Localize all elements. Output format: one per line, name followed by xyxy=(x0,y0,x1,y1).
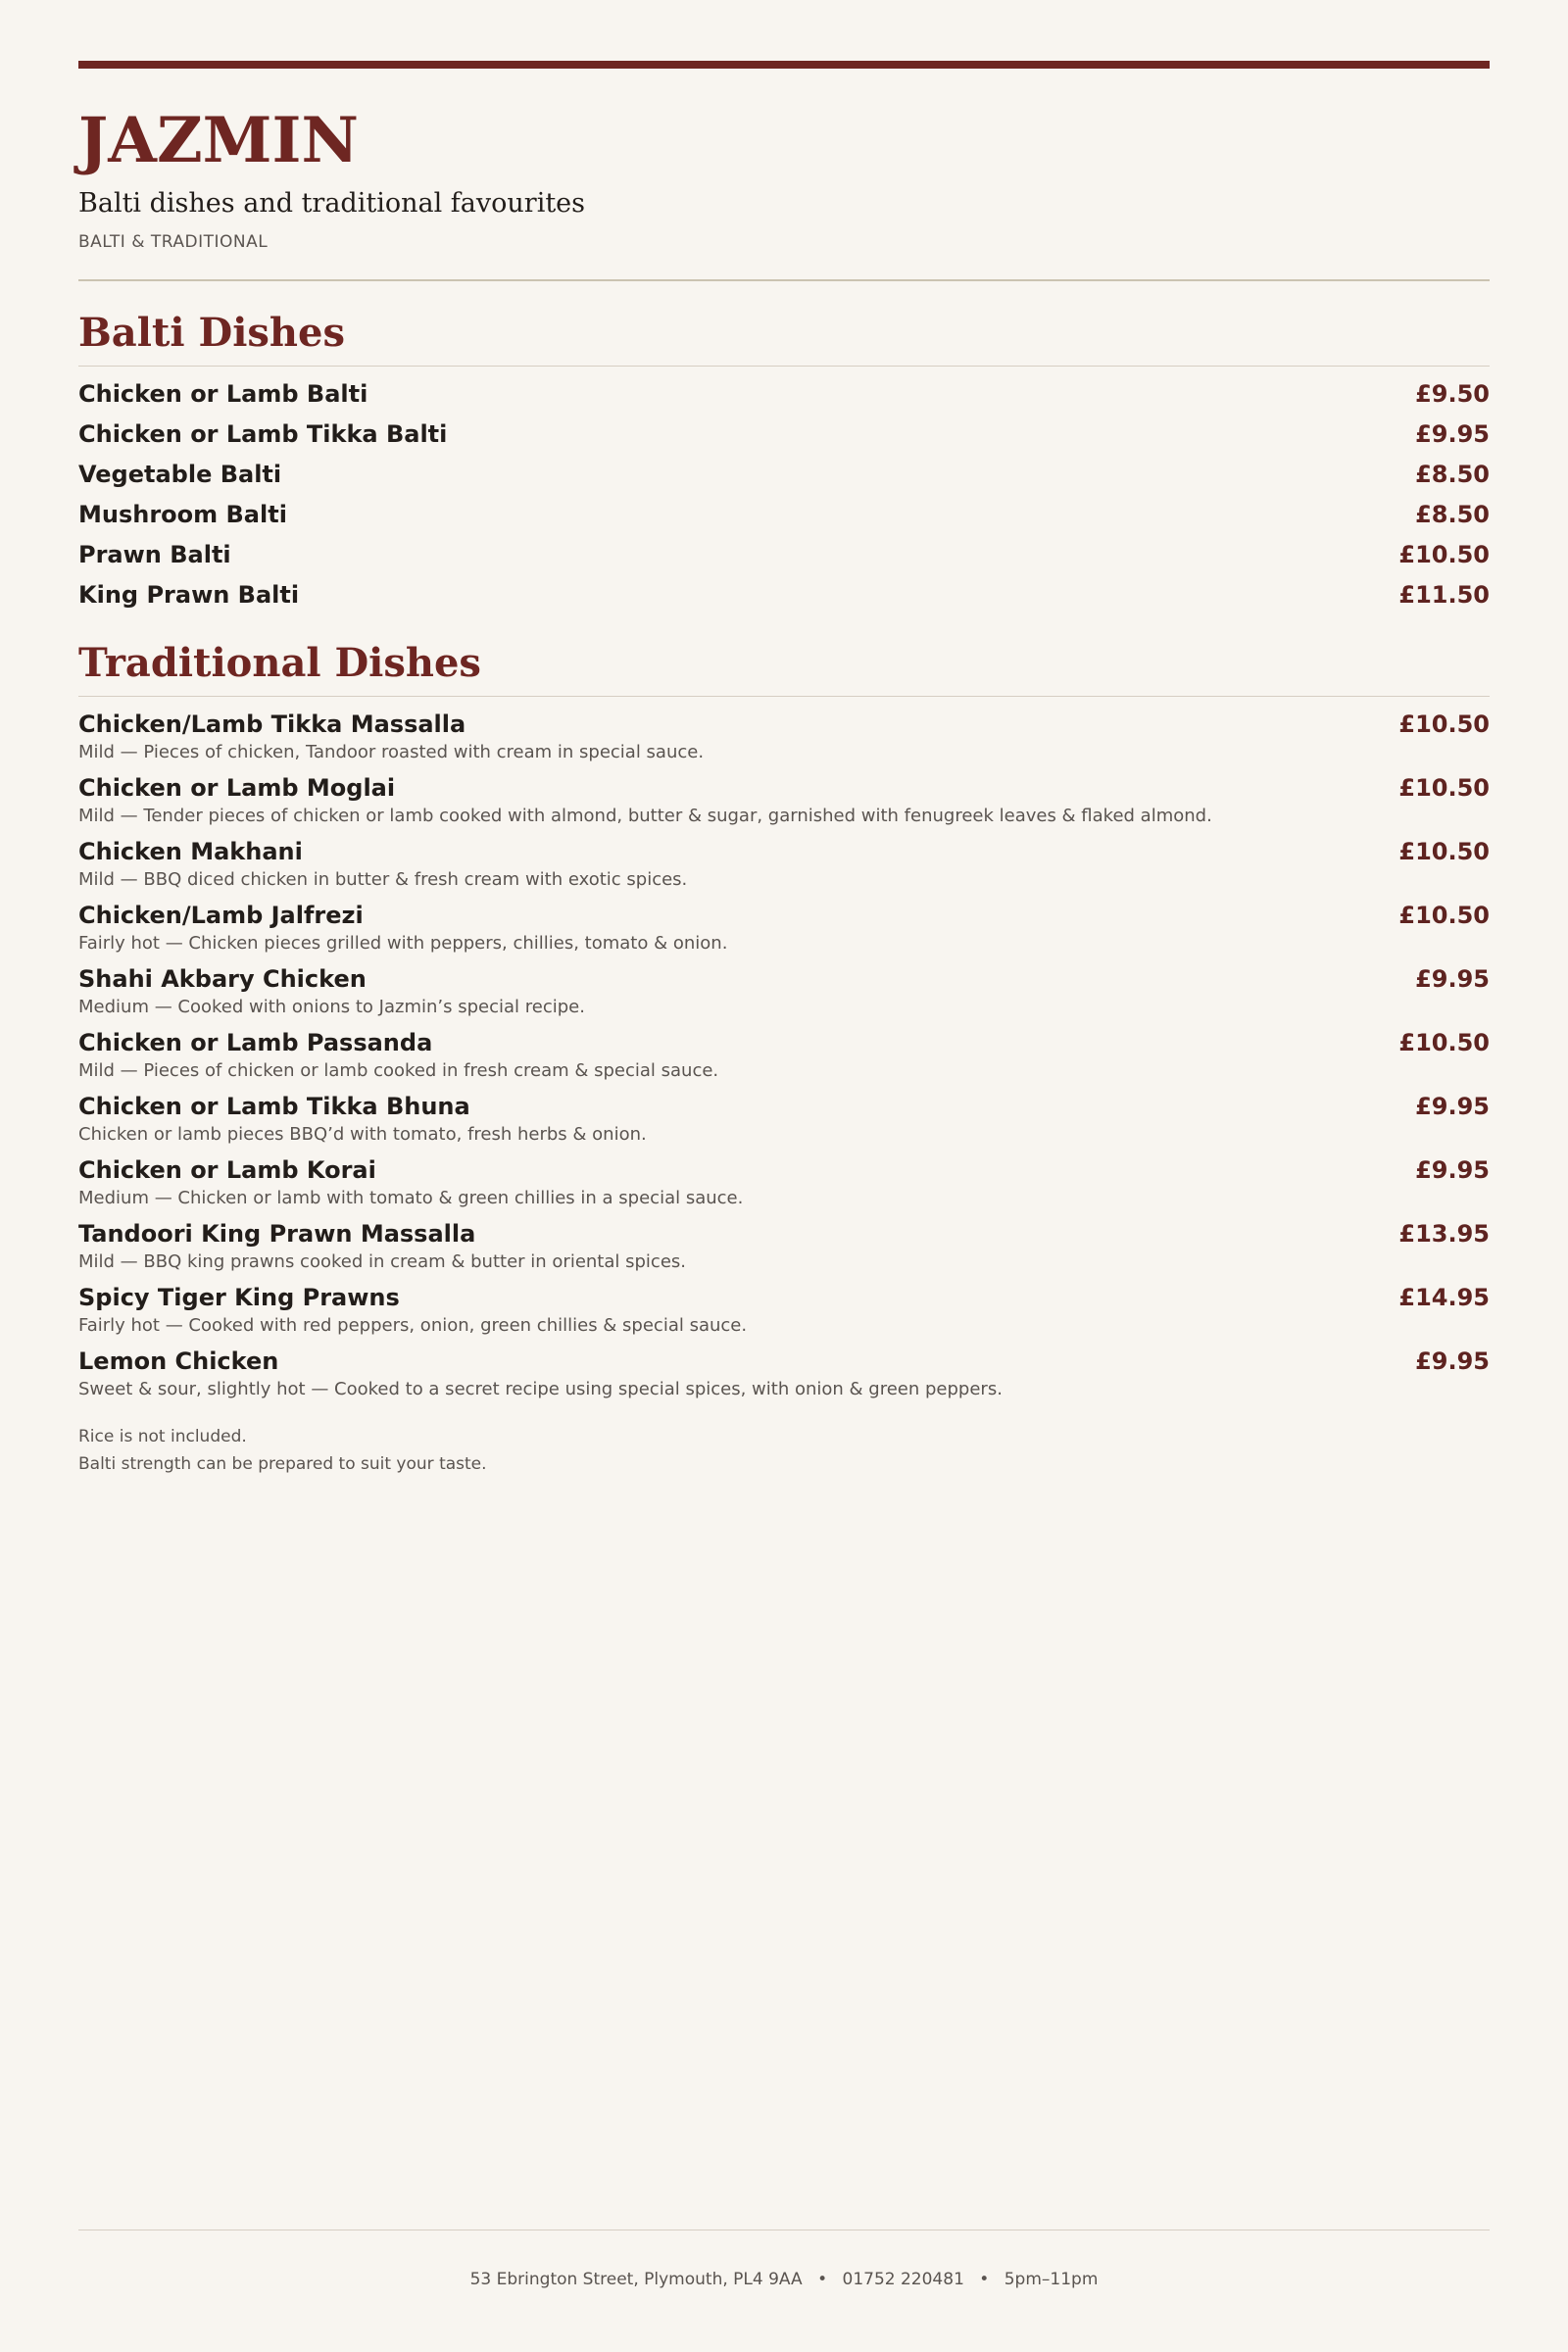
item-name: Chicken or Lamb Korai xyxy=(78,1156,376,1185)
item-price: £9.50 xyxy=(1415,380,1490,409)
restaurant-name: JAZMIN xyxy=(78,104,359,177)
item-price: £9.95 xyxy=(1415,1156,1490,1185)
menu-item xyxy=(78,965,1490,1029)
section-traditional xyxy=(78,641,1490,1411)
footer xyxy=(78,2270,1490,2289)
item-description: Mild — BBQ king prawns cooked in cream & butter in oriental spices. xyxy=(78,1251,686,1273)
item-description: Mild — Pieces of chicken, Tandoor roasted with cream in special sauce. xyxy=(78,742,705,763)
menu-item xyxy=(78,461,1490,501)
section-balti xyxy=(78,311,1490,621)
item-description: Chicken or lamb pieces BBQ’d with tomato, fresh herbs & onion. xyxy=(78,1124,647,1146)
menu-item xyxy=(78,1220,1490,1284)
menu-item xyxy=(78,501,1490,541)
item-name: Shahi Akbary Chicken xyxy=(78,965,367,994)
item-name: Chicken/Lamb Tikka Massalla xyxy=(78,710,466,739)
section-title-traditional: Traditional Dishes xyxy=(78,640,481,687)
item-name: Lemon Chicken xyxy=(78,1348,279,1376)
item-description: Mild — Tender pieces of chicken or lamb cooked with almond, butter & sugar, garnished with fenugreek leaves & flaked almond. xyxy=(78,806,1212,827)
item-price: £13.95 xyxy=(1398,1220,1490,1249)
note-rice: Rice is not included. xyxy=(78,1427,247,1447)
item-name: Chicken or Lamb Tikka Balti xyxy=(78,420,448,449)
menu-page xyxy=(78,61,1490,1478)
menu-item xyxy=(78,420,1490,461)
menu-item xyxy=(78,581,1490,621)
item-description: Mild — BBQ diced chicken in butter & fresh cream with exotic spices. xyxy=(78,869,688,891)
item-name: Chicken/Lamb Jalfrezi xyxy=(78,902,364,930)
item-description: Fairly hot — Cooked with red peppers, onion, green chillies & special sauce. xyxy=(78,1315,748,1337)
item-price: £10.50 xyxy=(1398,541,1490,569)
section-divider xyxy=(78,696,1490,697)
item-description: Medium — Chicken or lamb with tomato & green chillies in a special sauce. xyxy=(78,1188,744,1209)
menu-item xyxy=(78,774,1490,838)
item-description: Sweet & sour, slightly hot — Cooked to a secret recipe using special spices, with onion & green peppers. xyxy=(78,1379,1003,1400)
top-accent-rule xyxy=(78,61,1490,69)
item-description: Mild — Pieces of chicken or lamb cooked in fresh cream & special sauce. xyxy=(78,1060,719,1082)
footer-separator: • xyxy=(817,2270,828,2289)
item-price: £10.50 xyxy=(1398,838,1490,866)
menu-item xyxy=(78,380,1490,420)
item-price: £9.95 xyxy=(1415,965,1490,994)
item-price: £9.95 xyxy=(1415,1348,1490,1376)
item-price: £14.95 xyxy=(1398,1284,1490,1312)
traditional-item-list xyxy=(78,710,1490,1411)
item-name: Tandoori King Prawn Massalla xyxy=(78,1220,476,1249)
menu-item xyxy=(78,1029,1490,1093)
item-name: Prawn Balti xyxy=(78,541,231,569)
menu-item xyxy=(78,838,1490,902)
menu-item xyxy=(78,1284,1490,1348)
item-name: King Prawn Balti xyxy=(78,581,300,610)
item-price: £9.95 xyxy=(1415,1093,1490,1121)
menu-item xyxy=(78,1156,1490,1220)
menu-item xyxy=(78,541,1490,581)
header-divider xyxy=(78,279,1490,281)
balti-item-list xyxy=(78,380,1490,621)
item-price: £8.50 xyxy=(1415,501,1490,529)
item-price: £9.95 xyxy=(1415,420,1490,449)
tagline: Balti dishes and traditional favourites xyxy=(78,188,586,219)
item-name: Mushroom Balti xyxy=(78,501,287,529)
item-price: £8.50 xyxy=(1415,461,1490,489)
item-price: £10.50 xyxy=(1398,774,1490,803)
item-name: Chicken or Lamb Moglai xyxy=(78,774,396,803)
footer-separator: • xyxy=(979,2270,990,2289)
category-label: BALTI & TRADITIONAL xyxy=(78,232,269,253)
footer-address: 53 Ebrington Street, Plymouth, PL4 9AA xyxy=(469,2270,803,2289)
item-name: Chicken Makhani xyxy=(78,838,303,866)
footer-hours: 5pm–11pm xyxy=(1004,2270,1099,2289)
menu-notes xyxy=(78,1423,1490,1478)
menu-item xyxy=(78,710,1490,774)
section-title-balti: Balti Dishes xyxy=(78,310,345,357)
menu-item xyxy=(78,1348,1490,1411)
item-description: Fairly hot — Chicken pieces grilled with peppers, chillies, tomato & onion. xyxy=(78,933,728,955)
note-strength: Balti strength can be prepared to suit your taste. xyxy=(78,1454,487,1475)
item-description: Medium — Cooked with onions to Jazmin’s special recipe. xyxy=(78,997,585,1018)
item-price: £10.50 xyxy=(1398,710,1490,739)
menu-item xyxy=(78,902,1490,965)
footer-phone: 01752 220481 xyxy=(842,2270,964,2289)
item-price: £10.50 xyxy=(1398,1029,1490,1057)
item-name: Chicken or Lamb Passanda xyxy=(78,1029,433,1057)
item-name: Chicken or Lamb Tikka Bhuna xyxy=(78,1093,470,1121)
item-name: Spicy Tiger King Prawns xyxy=(78,1284,400,1312)
item-name: Vegetable Balti xyxy=(78,461,282,489)
menu-item xyxy=(78,1093,1490,1156)
item-name: Chicken or Lamb Balti xyxy=(78,380,368,409)
item-price: £11.50 xyxy=(1398,581,1490,610)
item-price: £10.50 xyxy=(1398,902,1490,930)
section-divider xyxy=(78,366,1490,367)
